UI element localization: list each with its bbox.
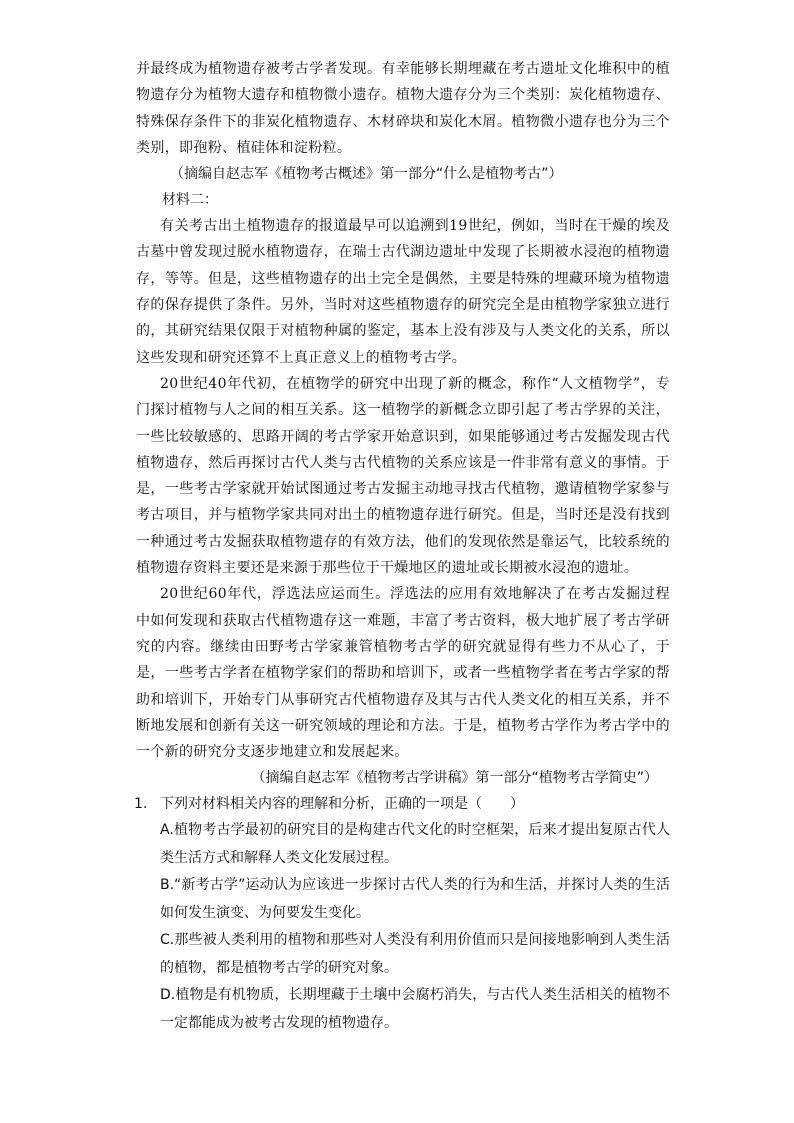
material1-continuation: 并最终成为植物遗存被考古学者发现。有幸能够长期埋藏在考古遗址文化堆积中的植物遗存分为植物大遗存和植物微小遗存。植物大遗存分为三个类别：炭化植物遗存、特殊保存条件下的非炭化植物遗存、木材碎块和炭化木屑。植物微小遗存也分为三个类别，即孢粉、植硅体和淀粉粒。: [136, 61, 670, 156]
material2-paragraph-3: 20世纪60年代，浮选法应运而生。浮选法的应用有效地解决了在考古发掘过程中如何发现和获取古代植物遗存这一难题，丰富了考古资料，极大地扩展了考古学研究的内容。继续由田野考古学家兼管植物考古学的研究就显得有些力不从心了，于是，一些考古学者在植物学家们的帮助和培训下，或者一些植物学者在考古学家的帮助和培训下，开始专门从事研究古代植物遗存及其与古代人类文化的相互关系，并不断地发展和创新有关这一研究领域的理论和方法。于是，植物考古学作为考古学中的一个新的研究分支逐步地建立和发展起来。: [136, 586, 670, 761]
question-number: 1.: [134, 796, 148, 813]
question-1: [136, 791, 670, 1037]
document-page: [136, 56, 670, 1037]
material1-source: （摘编自赵志军《植物考古概述》第一部分“什么是植物考古”）: [170, 166, 563, 183]
material2-paragraph-2: 20世纪40年代初，在植物学的研究中出现了新的概念，称作“人文植物学”，专门探讨植物与人之间的相互关系。这一植物学的新概念立即引起了考古学界的关注，一些比较敏感的、思路开阔的考古学家开始意识到，如果能够通过考古发掘发现古代植物遗存，然后再探讨古代人类与古代植物的关系应该是一件非常有意义的事情。于是，一些考古学家就开始试图通过考古发掘主动地寻找古代植物，邀请植物学家参与考古项目，并与植物学家共同对出土的植物遗存进行研究。但是，当时还是没有找到一种通过考古发掘获取植物遗存的有效方法，他们的发现依然是靠运气，比较系统的植物遗存资料主要还是来源于那些位于干燥地区的遗址或长期被水浸泡的遗址。: [136, 375, 670, 577]
option-c[interactable]: C.那些被人类利用的植物和那些对人类没有利用价值而只是间接地影响到人类生活的植物，都是植物考古学的研究对象。: [160, 932, 670, 976]
question-text: 下列对材料相关内容的理解和分析，正确的一项是（ ）: [160, 796, 524, 813]
material2-paragraph-1: 有关考古出土植物遗存的报道最早可以追溯到19世纪，例如，当时在干燥的埃及古墓中曾发现过脱水植物遗存，在瑞士古代湖边遗址中发现了长期被水浸泡的植物遗存，等等。但是，这些植物遗存的出土完全是偶然，主要是特殊的埋藏环境为植物遗存的保存提供了条件。另外，当时对这些植物遗存的研究完全是由植物学家独立进行的，其研究结果仅限于对植物种属的鉴定，基本上没有涉及与人类文化的关系，所以这些发现和研究还算不上真正意义上的植物考古学。: [136, 218, 670, 366]
question-stem: [136, 791, 670, 817]
material2-source: （摘编自赵志军《植物考古学讲稿》第一部分“植物考古学简史”）: [251, 770, 658, 787]
option-a[interactable]: A.植物考古学最初的研究目的是构建古代文化的时空框架，后来才提出复原古代人类生活方式和解释人类文化发展过程。: [160, 822, 670, 866]
option-d[interactable]: D.植物是有机物质，长期埋藏于土壤中会腐朽消失，与古代人类生活相关的植物不一定都能成为被考古发现的植物遗存。: [160, 987, 670, 1031]
material2-heading: 材料二：: [162, 192, 218, 209]
option-b[interactable]: B.“新考古学”运动认为应该进一步探讨古代人类的行为和生活，并探讨人类的生活如何发生演变、为何要发生变化。: [160, 877, 670, 921]
